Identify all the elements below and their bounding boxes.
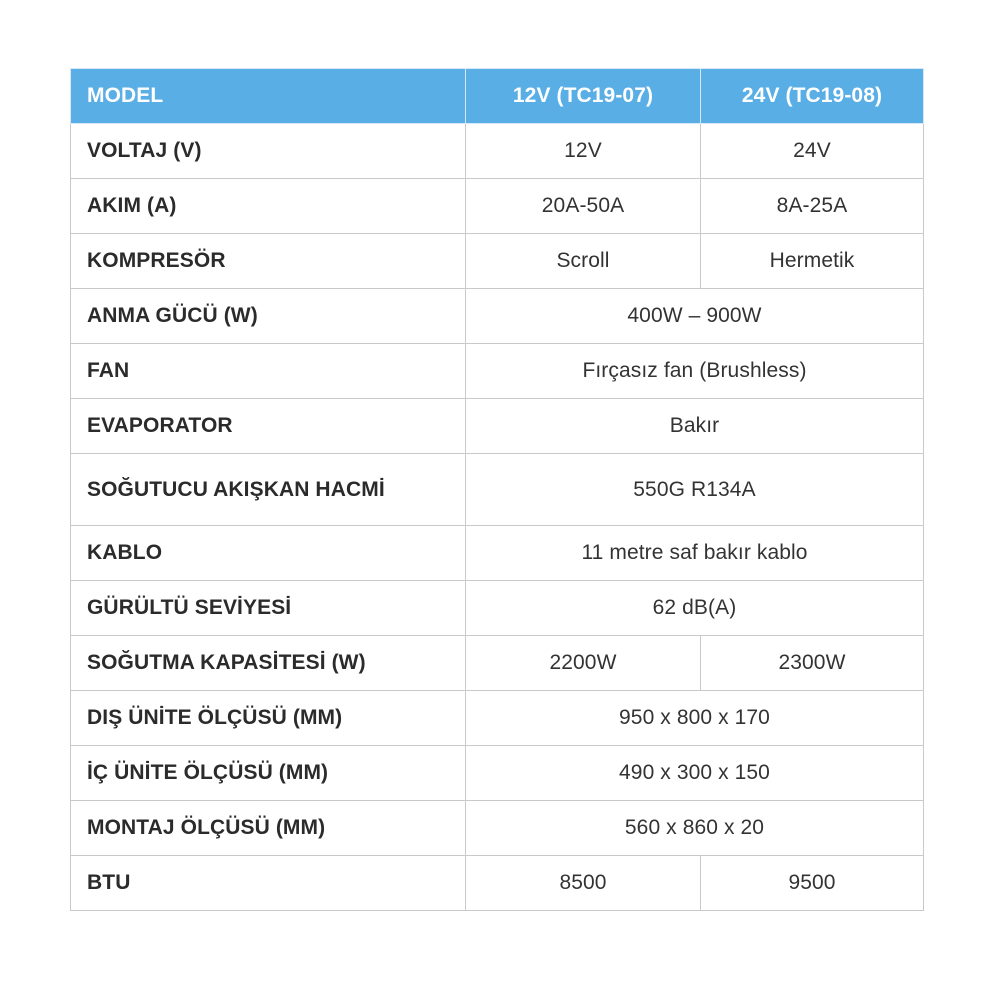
table-row-kablo [71, 526, 924, 581]
row-label: FAN [71, 344, 466, 399]
row-value-12v: 2200W [466, 636, 701, 691]
table-row-akim [71, 179, 924, 234]
table-row-anma-gucu [71, 289, 924, 344]
row-label: İÇ ÜNİTE ÖLÇÜSÜ (MM) [71, 746, 466, 801]
header-column-12v: 12V (TC19-07) [466, 69, 701, 124]
table-row-montaj [71, 801, 924, 856]
row-label: SOĞUTMA KAPASİTESİ (W) [71, 636, 466, 691]
row-label: ANMA GÜCÜ (W) [71, 289, 466, 344]
row-label: SOĞUTUCU AKIŞKAN HACMİ [71, 454, 466, 526]
row-label: KOMPRESÖR [71, 234, 466, 289]
spec-table [70, 68, 924, 911]
row-label: AKIM (A) [71, 179, 466, 234]
row-label: VOLTAJ (V) [71, 124, 466, 179]
row-value-shared: Bakır [466, 399, 924, 454]
table-row-btu [71, 856, 924, 911]
table-row-voltaj [71, 124, 924, 179]
row-value-shared: 490 x 300 x 150 [466, 746, 924, 801]
row-value-12v: Scroll [466, 234, 701, 289]
table-row-kompresor [71, 234, 924, 289]
row-value-shared: 400W – 900W [466, 289, 924, 344]
table-row-dis-unite [71, 691, 924, 746]
table-row-gurultu [71, 581, 924, 636]
row-label: EVAPORATOR [71, 399, 466, 454]
header-model-label: MODEL [71, 69, 466, 124]
row-value-24v: 9500 [701, 856, 924, 911]
row-label: MONTAJ ÖLÇÜSÜ (MM) [71, 801, 466, 856]
table-row-fan [71, 344, 924, 399]
row-label: KABLO [71, 526, 466, 581]
row-value-12v: 20A-50A [466, 179, 701, 234]
row-value-shared: Fırçasız fan (Brushless) [466, 344, 924, 399]
row-value-24v: 24V [701, 124, 924, 179]
row-value-24v: 8A-25A [701, 179, 924, 234]
row-value-24v: Hermetik [701, 234, 924, 289]
table-row-evaporator [71, 399, 924, 454]
row-value-12v: 8500 [466, 856, 701, 911]
table-row-sogutma-kapasitesi [71, 636, 924, 691]
table-header-row [71, 69, 924, 124]
row-value-shared: 11 metre saf bakır kablo [466, 526, 924, 581]
row-value-12v: 12V [466, 124, 701, 179]
table-row-ic-unite [71, 746, 924, 801]
row-value-shared: 62 dB(A) [466, 581, 924, 636]
row-value-shared: 560 x 860 x 20 [466, 801, 924, 856]
header-column-24v: 24V (TC19-08) [701, 69, 924, 124]
row-value-shared: 950 x 800 x 170 [466, 691, 924, 746]
table-row-sogutucu-akiskan [71, 454, 924, 526]
row-value-24v: 2300W [701, 636, 924, 691]
row-label: DIŞ ÜNİTE ÖLÇÜSÜ (MM) [71, 691, 466, 746]
row-label: GÜRÜLTÜ SEVİYESİ [71, 581, 466, 636]
row-value-shared: 550G R134A [466, 454, 924, 526]
row-label: BTU [71, 856, 466, 911]
